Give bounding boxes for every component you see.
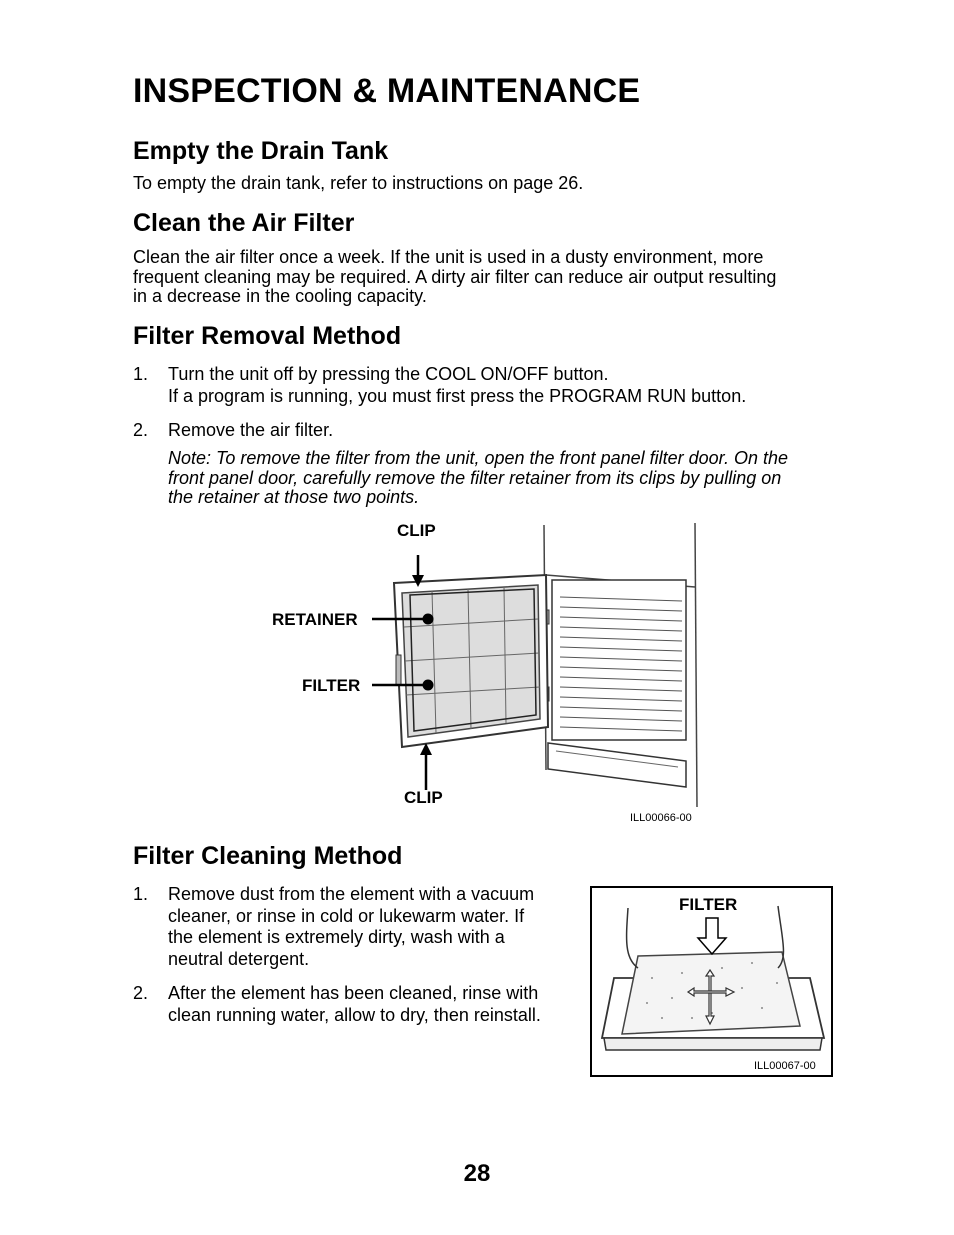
page-title: INSPECTION & MAINTENANCE (133, 72, 641, 110)
clean-filter-line-1: Clean the air filter once a week. If the unit is used in a dusty environment, more (133, 247, 764, 267)
removal-step-1-line-1: Turn the unit off by pressing the COOL ON/OFF button. (168, 364, 609, 384)
cleaning-step-2-line-1: After the element has been cleaned, rinse with (168, 983, 539, 1003)
label-cleaning-filter: FILTER (679, 895, 738, 914)
removal-note-line-3: the retainer at those two points. (168, 487, 420, 507)
page-number: 28 (463, 1160, 491, 1187)
filter-cleaning-illustration (592, 888, 831, 1075)
removal-note-line-1: Note: To remove the filter from the unit, open the front panel filter door. On the (168, 448, 789, 468)
heading-drain-tank: Empty the Drain Tank (133, 137, 389, 165)
removal-step-2-number: 2. (133, 420, 149, 440)
label-retainer: RETAINER (272, 610, 358, 629)
label-filter: FILTER (302, 676, 361, 695)
removal-note-line-2: front panel door, carefully remove the filter retainer from its clips by pulling on (168, 468, 782, 488)
figure-code-2: ILL00067-00 (754, 1060, 816, 1072)
cleaning-step-1-line-4: neutral detergent. (168, 949, 310, 969)
drain-tank-text: To empty the drain tank, refer to instructions on page 26. (133, 173, 584, 193)
clean-filter-line-3: in a decrease in the cooling capacity. (133, 286, 427, 306)
filter-removal-illustration (370, 515, 710, 815)
heading-filter-removal: Filter Removal Method (133, 322, 402, 350)
removal-step-1-line-2: If a program is running, you must first press the PROGRAM RUN button. (168, 386, 747, 406)
heading-clean-filter: Clean the Air Filter (133, 209, 355, 237)
cleaning-step-1-number: 1. (133, 884, 149, 904)
cleaning-step-2-line-2: clean running water, allow to dry, then reinstall. (168, 1005, 541, 1025)
cleaning-step-1-line-2: cleaner, or rinse in cold or lukewarm water. If (168, 906, 525, 926)
label-clip-bottom: CLIP (404, 788, 443, 807)
cleaning-step-1-line-1: Remove dust from the element with a vacuum (168, 884, 535, 904)
cleaning-step-2-number: 2. (133, 983, 149, 1003)
clean-filter-line-2: frequent cleaning may be required. A dirty air filter can reduce air output resulting (133, 267, 777, 287)
heading-filter-cleaning: Filter Cleaning Method (133, 842, 403, 870)
cleaning-step-1-line-3: the element is extremely dirty, wash with a (168, 927, 505, 947)
removal-step-2-line-1: Remove the air filter. (168, 420, 334, 440)
figure-code-1: ILL00066-00 (630, 812, 692, 824)
label-clip-top: CLIP (397, 521, 436, 540)
removal-step-1-number: 1. (133, 364, 149, 384)
